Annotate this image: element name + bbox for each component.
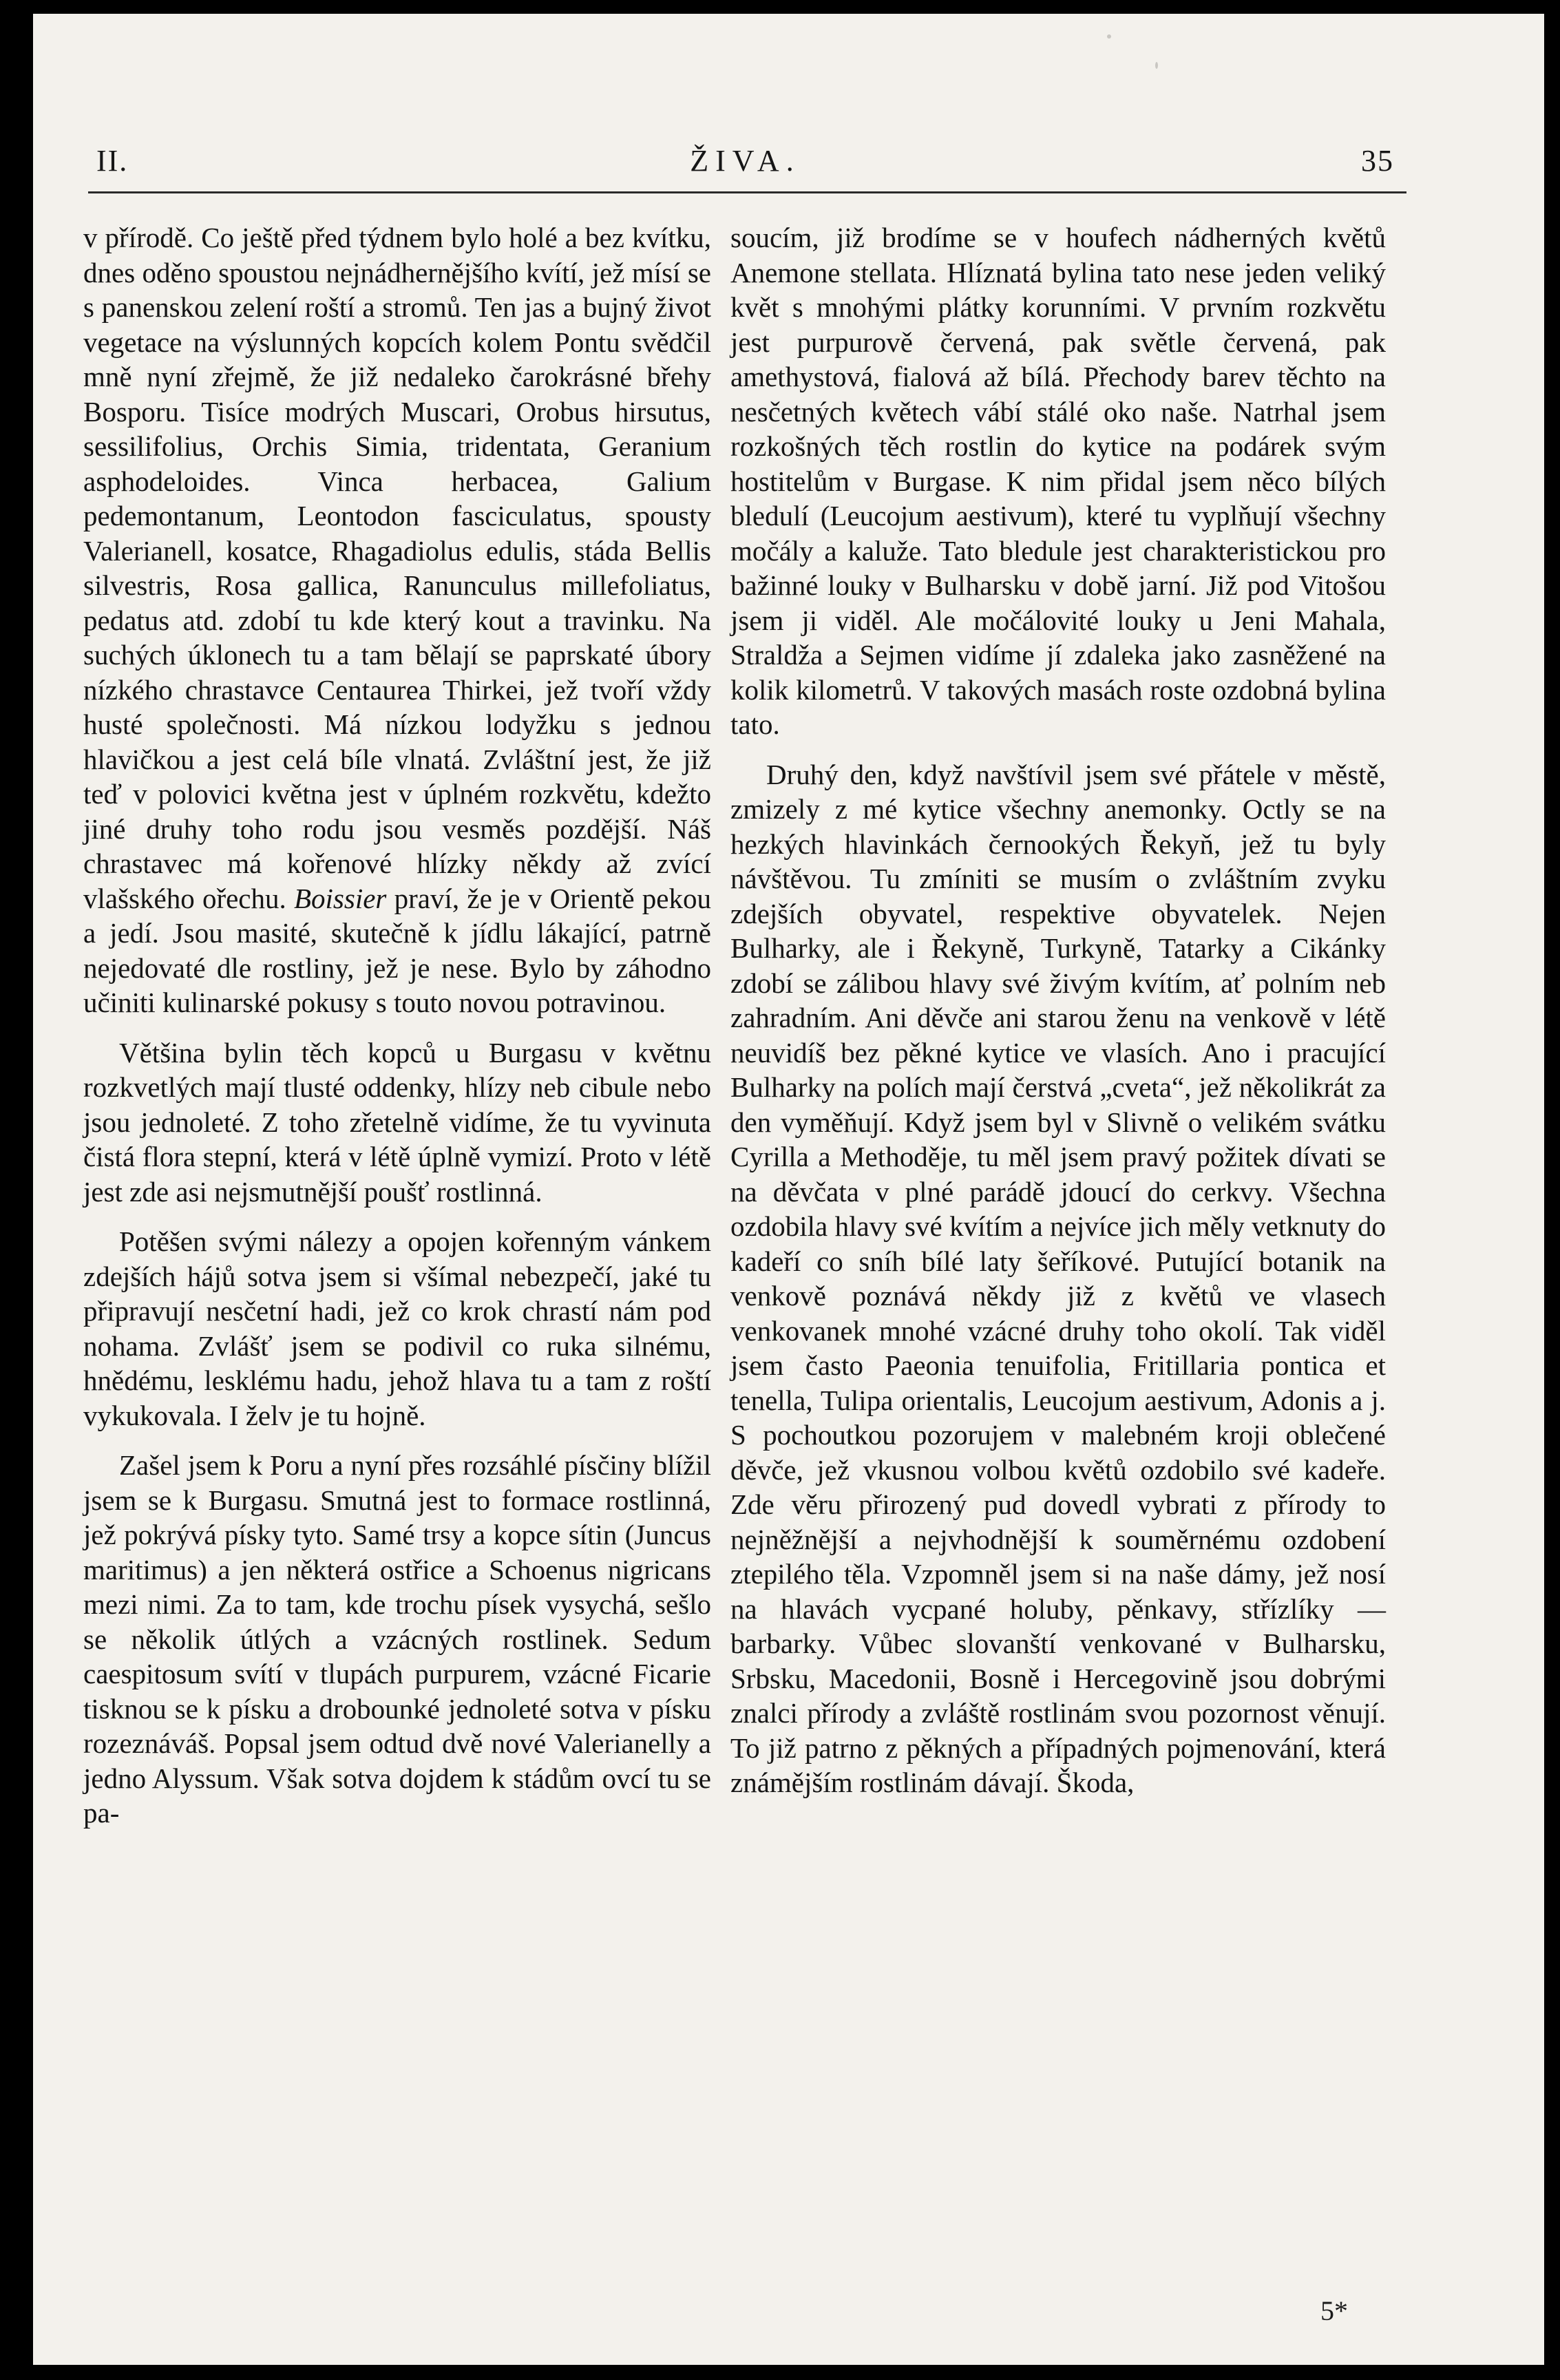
paragraph: Potěšen svými nálezy a opojen kořenným vánkem zdejších hájů sotva jsem si všímal nebezpečí, jaké tu připravují nesčetní hadi, jež co krok chrastí nám pod nohama. Zvlášť jsem se podivil co ruka silnému, hnědému, lesklému hadu, jehož hlava tu a tam z roští vykukovala. I želv je tu hojně. <box>83 1225 711 1431</box>
volume-number: II. <box>96 144 129 178</box>
paragraph: Druhý den, když navštívil jsem své přátele v městě, zmizely z mé kytice všechny anemonky. Octly se na hezkých hlavinkách černookých Řekyň, jež tu byly návštěvou. Tu zmíniti se musím o zvláštním zvyku zdejších obyvatel, respektive obyvatelek. Nejen Bulharky, ale i Řekyně, Turkyně, Tatarky a Cikánky zdobí se zálibou hlavy své živým kvítím, ať polním neb zahradním. Ani děvče ani starou ženu na venkově v létě neuvidíš bez pěkné kytice ve vlasích. Ano i pracující Bulharky na polích mají čerstvá „cveta“, jež několikrát za den vyměňují. Když jsem byl v Slivně o velikém svátku Cyrilla a Methoděje, tu měl jsem pravý požitek dívati se na děvčata v plné parádě jdoucí do cerkvy. Všechna ozdobila hlavy své kvítím a nejvíce jich měly vetknuty do kadeří co sníh bílé laty šeříkové. Putující botanik na venkově poznává někdy již z květů ve vlasech venkovanek mnohé vzácné druhy toho okolí. Tak viděl jsem často Paeonia tenuifolia, Fritillaria pontica et tenella, Tulipa orientalis, Leucojum aestivum, Adonis a j. S pochoutkou pozorujem v malebném kroji oblečené děvče, jež vkusnou volbou květů ozdobilo své kadeře. Zde věru přirozený pud dovedl vybrati z přírody to nejněžnější a nejvhodnější k souměrnému ozdobení ztepilého těla. Vzpomněl jsem si na naše dámy, jež nosí na hlavách vycpané holuby, pěnkavy, střízlíky — barbarky. Vůbec slovanští venkované v Bulharsku, Srbsku, Macedonii, Bosně i Hercegovině jsou dobrými znalci přírody a zvláště rostlinám svou pozornost věnují. To již patrno z pěkných a případných pojmenování, která známějším rostlinám dávají. Škoda, <box>730 758 1386 1798</box>
journal-title: ŽIVA. <box>690 144 801 178</box>
paragraph-text: v přírodě. Co ještě před týdnem bylo holé a bez kvítku, dnes oděno spoustou nejnádhernějšího kvítí, jež mísí se s panenskou zelení roští a stromů. Ten jas a bujný život vegetace na výslunných kopcích kolem Pontu svědčil mně nyní zřejmě, že již nedaleko čarokrásné břehy Bosporu. Tisíce modrých Muscari, Orobus hirsutus, sessilifolius, Orchis Simia, tridentata, Geranium asphodeloides. Vinca herbacea, Galium pedemontanum, Leontodon fasciculatus, spousty Valerianell, kosatce, Rhagadiolus edulis, stáda Bellis silvestris, Rosa gallica, Ranunculus millefoliatus, pedatus atd. zdobí tu kde který kout a travinku. Na suchých úklonech tu a tam bělají se paprskaté úbory nízkého chrastavce Centaurea Thirkei, jež tvoří vždy husté společnosti. Má nízkou lodyžku s jednou hlavičkou a jest celá bíle vlnatá. Zvláštní jest, že již teď v polovici května jest v úplném rozkvětu, kdežto jiné druhy toho rodu jsou vesměs pozdější. Náš chrastavec má kořenové hlízky někdy až zvící vlašského ořechu. <box>83 222 711 914</box>
signature-mark: 5* <box>1320 2295 1348 2326</box>
paragraph: Zašel jsem k Poru a nyní přes rozsáhlé písčiny blížil jsem se k Burgasu. Smutná jest to formace rostlinná, jež pokrývá písky tyto. Samé trsy a kopce sítin (Juncus maritimus) a jen některá ostřice a Schoenus nigricans mezi nimi. Za to tam, kde trochu písek vysychá, sešlo se několik útlých a vzácných rostlinek. Sedum caespitosum svítí v tlupách purpurem, vzácné Ficarie tisknou se k písku a drobounké jednoleté sotva v písku rozeznáváš. Popsal jsem odtud dvě nové Valerianelly a jedno Alyssum. Však sotva dojdem k stádům ovcí tu se pa- <box>83 1449 711 1829</box>
left-column <box>83 220 711 1846</box>
paragraph: Většina bylin těch kopců u Burgasu v květnu rozkvetlých mají tlusté oddenky, hlízy neb cibule nebo jsou jednoleté. Z toho zřetelně vidíme, že tu vyvinuta čistá flora stepní, která v létě úplně vymizí. Proto v létě jest zde asi nejsmutnější poušť rostlinná. <box>83 1036 711 1208</box>
paragraph: soucím, již brodíme se v houfech nádherných květů Anemone stellata. Hlíznatá bylina tato nese jeden veliký květ s mnohými plátky korunními. V prvním rozkvětu jest purpurově červená, pak světle červená, pak amethystová, fialová až bílá. Přechody barev těchto na nesčetných květech vábí stálé oko naše. Natrhal jsem rozkošných těch rostlin do kytice na podárek svým hostitelům v Burgase. K nim přidal jsem něco bílých bledulí (Leucojum aestivum), které tu vyplňují všechny močály a kaluže. Tato bledule jest charakteristickou pro bažinné louky v Bulharsku v době jarní. Již pod Vitošou jsem ji viděl. Ale močálovité louky u Jeni Mahala, Straldža a Sejmen vidíme jí zdaleka jako zasněžené na kolik kilometrů. V takových masách roste ozdobná bylina tato. <box>730 222 1386 740</box>
italic-name: Boissier <box>294 882 387 914</box>
paragraph-text: praví, že je v Orientě pekou a jedí. Jsou masité, skutečně k jídlu lákající, patrně nejedovaté dle rostliny, jež je nese. Bylo by záhodno učiniti kulinarské pokusy s touto novou potravinou. <box>83 882 711 1018</box>
right-column <box>730 220 1386 1815</box>
paper-speck <box>1155 62 1158 69</box>
paragraph <box>83 220 711 1020</box>
paper-speck <box>1107 34 1111 39</box>
header-rule <box>88 191 1406 193</box>
page-number: 35 <box>1361 144 1394 178</box>
journal-page <box>33 14 1544 2365</box>
running-header <box>96 136 1394 185</box>
